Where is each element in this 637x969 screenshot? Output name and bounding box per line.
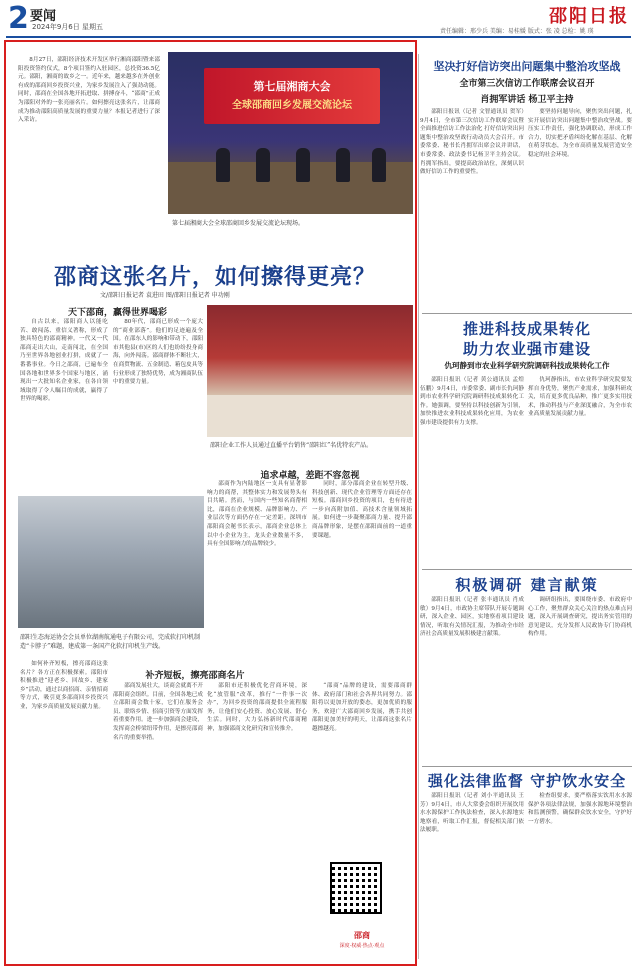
article4-column-2 [528, 792, 632, 964]
factory-photo-caption: 邵阳生态海运协会会员单位湖南航通电子有限公司，完成软打印机制造“卡脖子”难题，建成第一条国产化软打印机生产线。 [20, 634, 201, 650]
feature-byline: 文/邵阳日报记者 袁进田 图/邵阳日报记者 申功刚 [100, 292, 230, 299]
article2-subtitle: 仇珂静到市农业科学研究院调研科技成果转化工作 [444, 361, 610, 370]
banner-line2: 全球邵商回乡发展交流论坛 [232, 100, 352, 111]
column-divider [418, 54, 419, 959]
paper-name: 邵阳日报 [549, 6, 629, 27]
banner-line1: 第七届湘商大会 [253, 80, 331, 93]
masthead [0, 0, 637, 38]
section3-heading: 补齐短板，擦亮邵商名片 [145, 671, 245, 681]
paragraph: 邵阳市还积极优化营商环境，深化“放管服”改革，推行“一件事一次办”，为回乡投资的邵商提供全流程服务，让他们安心投资、放心发展、舒心生活。同时，大力弘扬新时代邵商精神，加强邵商文化研究和宣传推介。 [207, 683, 307, 732]
article4-title: 强化法律监督 守护饮水安全 [427, 772, 627, 790]
article1-title: 坚决打好信访突出问题集中整治攻坚战 [433, 60, 621, 73]
article2-title-line2: 助力农业强市建设 [462, 340, 591, 358]
article-divider [422, 569, 632, 570]
forum-banner [204, 68, 380, 124]
paragraph: 检查组要求，要严格落实饮用水水源保护各项法律法规，加强水源地环境整治和监测预警，确保群众饮水安全，守护好一方碧水。 [528, 793, 632, 825]
article1-subtitle: 全市第三次信访工作联席会议召开 [459, 79, 595, 89]
paragraph: 邵商发展壮大，谈商会就离不开邵阳商会组织。目前，全国各地已成立邵阳商会数十家，它们在服务会员、联络乡情、招商引资等方面发挥着重要作用。进一步加强商会建设，发挥商会桥梁纽带作用，是擦亮邵商名片的重要举措。 [113, 683, 203, 741]
article-divider [422, 313, 632, 314]
section2-heading: 追求卓越，差距不容忽视 [260, 471, 360, 481]
article1-column-2 [528, 108, 632, 310]
speaker-figure [216, 148, 230, 182]
article2-column-1 [420, 376, 524, 566]
article1-column-1 [420, 108, 524, 310]
feature-title: 邵商这张名片，如何擦得更亮？ [53, 265, 376, 290]
paragraph: 邵商作为内陆地区一支具有显著影响力的商帮，其整体实力和发展势头有目共睹。然而，与国内一些知名商帮相比，邵商在企业规模、品牌影响力、产业层次等方面仍存在一定差距。深圳市邵阳商会秘书长表示，邵商企业总体上以中小企业为主，龙头企业数量不多，具有全国影响力的品牌较少。 [207, 481, 307, 548]
article1-subtitle-2: 肖拥军讲话 杨卫平主持 [480, 95, 574, 105]
qr-logo: 邵商 [354, 931, 370, 940]
forum-photo [168, 52, 413, 214]
livestream-photo [207, 305, 413, 437]
article3-column-1 [420, 596, 524, 764]
article4-column-1 [420, 792, 524, 964]
article3-column-2 [528, 596, 632, 764]
paragraph: 仇珂静指出，市农业科学研究院要发挥自身优势，聚焦产业需求，加强科研攻关，培育更多优良品种，推广更多实用技术，推动科技与产业深度融合，为全市农业高质量发展贡献力量。 [528, 377, 632, 418]
article2-title-line1: 推进科技成果转化 [462, 320, 591, 338]
paragraph: 调研组指出，要围绕市委、市政府中心工作，聚焦群众关心关注的热点难点问题，深入开展调查研究，提出务实管用的意见建议，充分发挥人民政协专门协商机构作用。 [528, 597, 632, 638]
feature-intro [18, 56, 160, 224]
paragraph: 邵阳日报讯（记者 张丰通讯员 肖成敏）9月4日，市政协主席带队开展专题调研，深入企业、园区，实地察看项目建设情况，听取有关情况汇报，为推动全市经济社会高质量发展积极建言献策。 [420, 597, 524, 638]
qr-code[interactable] [330, 862, 382, 914]
sales-counter [207, 395, 413, 437]
page-number: 2 [8, 1, 29, 36]
paragraph: 邵阳日报讯（记者 文智通讯员 贺军）9月4日，全市第三次信访工作联席会议暨全面推进信访工作法治化 打好信访突出问题集中整治攻坚战行动动员大会召开。市委常委、秘书长肖拥军出席会议并讲话，市委常委、政法委书记杨卫平主持会议。肖拥军指出，要提高政治站位，深刻认识做好信访工作的重要性。 [420, 109, 524, 176]
editors-line: 责任编辑：邢少兵 美编：易桂媛 版式：张 凌 总检：姚 瑛 [440, 28, 594, 35]
paragraph: 同时，部分邵商企业在转型升级、科技创新、现代企业管理等方面还存在短板。邵商回乡投资的项目，也有待进一步向高附加值、高技术含量领域拓展。如何进一步凝聚邵商力量、提升邵商品牌形象，是摆在邵阳面前的一道重要课题。 [312, 481, 412, 539]
forum-photo-caption: 第七届湘商大会全球邵商回乡发展交流论坛现场。 [172, 220, 305, 227]
speaker-figure [296, 148, 310, 182]
paragraph: 邵阳日报讯（记者 刘小平通讯员 王芳）9月4日，市人大常委会组织开展饮用水水源保护工作执法检查，深入水源地实地察看，听取工作汇报，督促相关部门依法履职。 [420, 793, 524, 834]
section-label: 要闻 [30, 9, 57, 24]
paragraph: 如何补齐短板，擦亮邵商这张名片？各方正在积极探索。邵阳市积极推进“迎老乡、回故乡、建家乡”活动，通过以商招商、亲情招商等方式，吸引更多邵商回乡投资兴业，为家乡高质量发展贡献力量。 [20, 661, 108, 710]
article2-column-2 [528, 376, 632, 566]
speaker-figure [256, 148, 270, 182]
paragraph: “邵商”品牌的建设，需要邵商群体、政府部门和社会各界共同努力。邵阳将以更加开放的姿态，更加优质的服务，欢迎广大邵商回乡发展，携手共创邵阳更加美好的明天，让邵商这张名片越擦越亮。 [312, 683, 412, 732]
section3-column-2 [207, 682, 307, 962]
speaker-figure [336, 148, 350, 182]
intro-text: 8月27日，邵阳经济技术开发区举行湘商邵阳暨来邵阳投资签约仪式，8个项目签约入驻园区，总投资36.5亿元。邵阳，湘商的故乡之一。近年来，越来越多在外创业有成的邵商回乡投资兴业，为家乡发展注入了强劲动能。同时，邵商在全国各地开拓进取、拼搏奋斗，“邵商”正成为邵阳对外的一张亮丽名片。如何擦亮这张名片，让邵商成为推动邵阳高质量发展的重要力量？本报记者进行了深入采访。 [18, 57, 160, 124]
masthead-rule [6, 36, 631, 38]
paragraph: 要坚持问题导向，聚焦突出问题，扎实开展信访突出问题集中整治攻坚战。要压实工作责任，强化协调联动，形成工作合力，切实把矛盾纠纷化解在基层、化解在萌芽状态，为全市高质量发展营造安全稳定的社会环境。 [528, 109, 632, 158]
article-divider [422, 766, 632, 767]
paragraph: 自古以来，邵阳商人以能吃苦、敢闯荡、重信义著称，形成了独具特色的邵商精神。一代又一代邵商走出大山，走南闯北，在全国乃至世界各地创业打拼，成就了一番番事业。今日之邵商，已遍布全国各地和世界多个国家与地区，涌现出一大批知名企业家，在各自领域取得了令人瞩目的成就，赢得了世界的喝彩。 [20, 319, 108, 403]
factory-photo [18, 496, 204, 628]
section2-column-1 [207, 480, 307, 690]
section3-column-3 [312, 682, 412, 857]
qr-slogan: 深度·权威·热点·观点 [339, 943, 385, 949]
section1-heading: 天下邵商，赢得世界喝彩 [67, 308, 167, 318]
livestream-photo-caption: 邵阳企业工作人员通过直播平台销售“邵阳红”名优特农产品。 [210, 442, 373, 449]
section3-lead [20, 660, 108, 960]
paragraph: 邵阳日报讯（记者 黄公通讯员 孟煌 伍鹏）9月4日，市委常委、副市长仇珂静到市农业科学研究院调研科技成果转化工作。她强调，要坚持以科技创新为引领，加快推进农业科技成果转化应用，为农业强市建设提供有力支撑。 [420, 377, 524, 426]
section3-column-1 [113, 682, 203, 962]
article3-title: 积极调研 建言献策 [455, 576, 599, 594]
section2-column-2 [312, 480, 412, 690]
speaker-figure [372, 148, 386, 182]
issue-date: 2024年9月6日 星期五 [32, 23, 103, 31]
paragraph: 80年代，邵商已形成一个庞大的“商业部落”。他们的足迹遍及全国。在邵东人的影响和带动下，邵阳市其他县(市)区的人们也纷纷投身商海，向外闯荡。邵商群体不断壮大，在商贸物流、五金制造、箱包皮具等行业形成了独特优势，成为湘商队伍中的重要力量。 [113, 319, 203, 386]
